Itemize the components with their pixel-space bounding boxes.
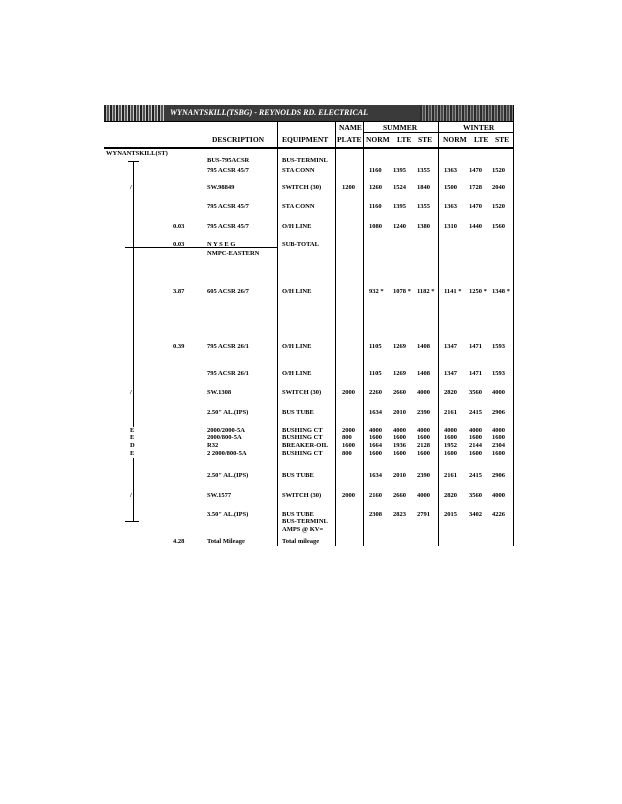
row-winter-lte: 1600 [469, 450, 482, 457]
row-winter-lte: 4000 [469, 427, 482, 434]
row-summer-lte: 1600 [393, 450, 406, 457]
row-equipment: BUSHING CT [282, 434, 323, 441]
row-equipment: SWITCH (30) [282, 184, 322, 191]
row-summer-norm: 1664 [369, 442, 382, 449]
row-symbol: D [130, 442, 135, 449]
row-description: 2000/800-5A [207, 434, 242, 441]
row-summer-lte: 1269 [393, 370, 406, 377]
row-winter-lte: 2415 [469, 472, 482, 479]
row-summer-ste: 4000 [417, 389, 430, 396]
row-symbol: E [130, 450, 135, 457]
col-rule-summer [363, 121, 364, 546]
row-summer-lte: 2660 [393, 389, 406, 396]
col-rule-winter [438, 121, 439, 546]
row-equipment: O/H LINE [282, 288, 312, 295]
row-description: 795 ACSR 26/1 [207, 370, 249, 377]
header-equipment: EQUIPMENT [282, 135, 329, 144]
row-nameplate: 2000 [342, 427, 355, 434]
row-summer-ste: 1408 [417, 343, 430, 350]
row-mileage: 4.28 [173, 538, 185, 545]
row-description: Total Mileage [207, 538, 245, 545]
row-summer-ste: 4000 [417, 427, 430, 434]
row-equipment: O/H LINE [282, 370, 312, 377]
row-nameplate: 2000 [342, 492, 355, 499]
row-nameplate: 800 [342, 450, 352, 457]
subtotal-divider [125, 247, 277, 248]
row-winter-norm: 1363 [444, 167, 457, 174]
row-summer-ste: 2390 [417, 472, 430, 479]
row-winter-lte: 1250 * [469, 288, 487, 295]
row-summer-norm: 932 * [369, 288, 384, 295]
scan-noise-left [104, 105, 164, 121]
header-top-rule [104, 121, 513, 122]
row-description: 795 ACSR 45/7 [207, 223, 249, 230]
row-summer-lte: 1395 [393, 203, 406, 210]
header-name: NAME [339, 123, 362, 132]
row-summer-norm: 1600 [369, 434, 382, 441]
row-nameplate: 2000 [342, 389, 355, 396]
row-summer-lte: 1395 [393, 167, 406, 174]
row-winter-lte: 1470 [469, 167, 482, 174]
row-description: BUS-795ACSR [207, 157, 250, 164]
row-summer-norm: 1105 [369, 343, 382, 350]
row-winter-norm: 1500 [444, 184, 457, 191]
row-summer-norm: 4000 [369, 427, 382, 434]
row-summer-lte: 4000 [393, 427, 406, 434]
header-plate: PLATE [337, 135, 362, 144]
row-summer-norm: 1600 [369, 450, 382, 457]
row-equipment: O/H LINE [282, 343, 312, 350]
scan-noise-right [420, 105, 513, 121]
row-symbol: E [130, 427, 135, 434]
row-summer-lte: 1936 [393, 442, 406, 449]
row-equipment: BUS TUBE [282, 511, 314, 518]
document-title: WYNANTSKILL(TSBG) - REYNOLDS RD. ELECTRICAL [170, 108, 369, 117]
row-equipment: BUS-TERMINL [282, 518, 328, 525]
row-summer-norm: 1634 [369, 409, 382, 416]
row-description: SW.98849 [207, 184, 235, 191]
row-equipment: AMPS @ KV= [282, 526, 324, 533]
header-winter-lte: LTE [474, 135, 489, 144]
row-summer-ste: 1182 * [417, 288, 435, 295]
row-summer-norm: 1260 [369, 184, 382, 191]
row-winter-norm: 1600 [444, 450, 457, 457]
connection-top-tick [128, 161, 139, 162]
row-winter-lte: 3402 [469, 511, 482, 518]
row-symbol: / [130, 184, 132, 191]
row-equipment: BUS-TERMINL [282, 157, 328, 164]
row-summer-ste: 1355 [417, 167, 430, 174]
row-description: 795 ACSR 26/1 [207, 343, 249, 350]
row-summer-lte: 1240 [393, 223, 406, 230]
row-winter-norm: 1310 [444, 223, 457, 230]
row-winter-ste: 4226 [492, 511, 505, 518]
row-symbol: E [130, 434, 135, 441]
header-summer: SUMMER [383, 123, 418, 132]
row-winter-ste: 2304 [492, 442, 505, 449]
row-winter-ste: 4000 [492, 389, 505, 396]
row-summer-lte: 2010 [393, 472, 406, 479]
row-summer-ste: 2128 [417, 442, 430, 449]
row-winter-norm: 1347 [444, 370, 457, 377]
row-summer-lte: 1269 [393, 343, 406, 350]
row-description: SW.1308 [207, 389, 232, 396]
row-summer-norm: 1160 [369, 203, 382, 210]
row-summer-lte: 1078 * [393, 288, 411, 295]
row-description: R32 [207, 442, 219, 449]
row-winter-ste: 4000 [492, 492, 505, 499]
col-rule-equipment [277, 121, 278, 546]
row-mileage: 0.03 [173, 223, 185, 230]
row-summer-ste: 2791 [417, 511, 430, 518]
row-symbol: / [130, 492, 132, 499]
row-winter-lte: 3560 [469, 389, 482, 396]
row-winter-norm: 2161 [444, 472, 457, 479]
row-winter-ste: 1348 * [492, 288, 510, 295]
row-description: 3.50" AL.(IPS) [207, 511, 249, 518]
row-winter-norm: 1600 [444, 434, 457, 441]
row-summer-ste: 4000 [417, 492, 430, 499]
row-description: 2.50" AL.(IPS) [207, 409, 249, 416]
row-winter-lte: 1471 [469, 370, 482, 377]
row-summer-lte: 2010 [393, 409, 406, 416]
row-summer-norm: 2260 [369, 389, 382, 396]
row-winter-norm: 2820 [444, 389, 457, 396]
row-mileage: 3.87 [173, 288, 185, 295]
row-equipment: BUSHING CT [282, 450, 323, 457]
row-winter-lte: 1728 [469, 184, 482, 191]
row-mileage: 0.39 [173, 343, 185, 350]
row-winter-lte: 1470 [469, 203, 482, 210]
row-description: 795 ACSR 45/7 [207, 203, 249, 210]
row-winter-norm: 1347 [444, 343, 457, 350]
row-winter-norm: 2820 [444, 492, 457, 499]
row-summer-lte: 2660 [393, 492, 406, 499]
row-description: N Y S E G [207, 241, 236, 248]
row-summer-norm: 1160 [369, 167, 382, 174]
row-summer-lte: 2823 [393, 511, 406, 518]
row-summer-ste: 1380 [417, 223, 430, 230]
header-winter-norm: NORM [443, 135, 467, 144]
header-description: DESCRIPTION [212, 135, 265, 144]
row-winter-norm: 1952 [444, 442, 457, 449]
row-equipment: STA CONN [282, 203, 315, 210]
row-summer-ste: 2390 [417, 409, 430, 416]
row-equipment: SUB-TOTAL [282, 241, 319, 248]
row-winter-norm: 1363 [444, 203, 457, 210]
row-equipment: O/H LINE [282, 223, 312, 230]
row-equipment: STA CONN [282, 167, 315, 174]
row-summer-norm: 1080 [369, 223, 382, 230]
row-winter-ste: 2906 [492, 409, 505, 416]
header-summer-ste: STE [418, 135, 433, 144]
row-winter-ste: 1600 [492, 450, 505, 457]
row-description: 605 ACSR 26/7 [207, 288, 249, 295]
left-station-label: WYNANTSKILL(ST) [106, 150, 168, 157]
row-equipment: BUS TUBE [282, 409, 314, 416]
row-equipment: Total mileage [282, 538, 320, 545]
row-equipment: SWITCH (30) [282, 492, 322, 499]
row-winter-lte: 1471 [469, 343, 482, 350]
row-winter-ste: 1593 [492, 370, 505, 377]
row-winter-ste: 1600 [492, 434, 505, 441]
row-winter-ste: 1560 [492, 223, 505, 230]
row-summer-ste: 1840 [417, 184, 430, 191]
header-bottom-rule [104, 147, 513, 149]
row-winter-ste: 4000 [492, 427, 505, 434]
row-nameplate: 800 [342, 434, 352, 441]
row-summer-ste: 1408 [417, 370, 430, 377]
row-equipment: BUSHING CT [282, 427, 323, 434]
row-winter-lte: 2415 [469, 409, 482, 416]
row-summer-lte: 1600 [393, 434, 406, 441]
row-summer-lte: 1524 [393, 184, 406, 191]
row-symbol: / [130, 389, 132, 396]
row-description: 2.50" AL.(IPS) [207, 472, 249, 479]
row-description: NMPC-EASTERN [207, 250, 260, 257]
row-description: SW.1577 [207, 492, 232, 499]
connection-bottom-tick [125, 521, 139, 522]
row-winter-ste: 1520 [492, 167, 505, 174]
row-equipment: BREAKER-OIL [282, 442, 329, 449]
row-summer-norm: 2160 [369, 492, 382, 499]
row-winter-ste: 1520 [492, 203, 505, 210]
row-summer-ste: 1600 [417, 450, 430, 457]
row-winter-lte: 1600 [469, 434, 482, 441]
header-winter-ste: STE [495, 135, 510, 144]
row-equipment: SWITCH (30) [282, 389, 322, 396]
row-winter-ste: 2906 [492, 472, 505, 479]
row-mileage: 0.03 [173, 241, 185, 248]
header-summer-norm: NORM [366, 135, 390, 144]
row-equipment: BUS TUBE [282, 472, 314, 479]
row-winter-norm: 2161 [444, 409, 457, 416]
row-winter-norm: 2015 [444, 511, 457, 518]
row-summer-norm: 2308 [369, 511, 382, 518]
row-winter-ste: 2040 [492, 184, 505, 191]
header-winter: WINTER [463, 123, 495, 132]
header-summer-lte: LTE [397, 135, 412, 144]
row-summer-norm: 1634 [369, 472, 382, 479]
connection-line [133, 162, 134, 522]
row-description: 795 ACSR 45/7 [207, 167, 249, 174]
row-summer-norm: 1105 [369, 370, 382, 377]
row-summer-ste: 1355 [417, 203, 430, 210]
row-description: 2 2000/800-5A [207, 450, 247, 457]
col-rule-right [513, 105, 514, 546]
row-description: 2000/2000-5A [207, 427, 245, 434]
row-summer-ste: 1600 [417, 434, 430, 441]
row-winter-lte: 2144 [469, 442, 482, 449]
row-nameplate: 1200 [342, 184, 355, 191]
col-rule-plate [335, 121, 336, 546]
row-nameplate: 1600 [342, 442, 355, 449]
row-winter-norm: 4000 [444, 427, 457, 434]
row-winter-norm: 1141 * [444, 288, 462, 295]
row-winter-lte: 1440 [469, 223, 482, 230]
row-winter-ste: 1593 [492, 343, 505, 350]
row-winter-lte: 3560 [469, 492, 482, 499]
